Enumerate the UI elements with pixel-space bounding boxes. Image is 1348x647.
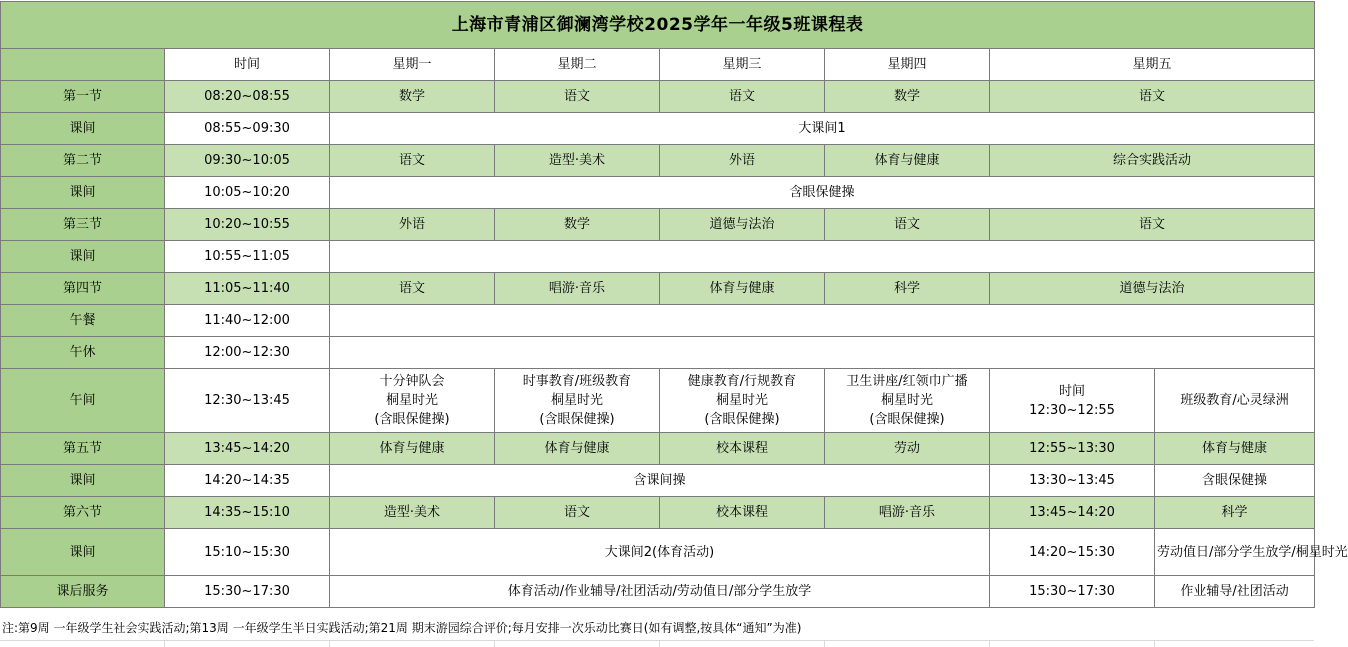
span-cell: 含课间操 bbox=[330, 465, 990, 497]
time-cell: 10:20~10:55 bbox=[165, 209, 330, 241]
gridline-divider bbox=[659, 640, 660, 647]
friday-time-cell: 13:45~14:20 bbox=[990, 497, 1155, 529]
tuesday-cell: 体育与健康 bbox=[495, 433, 660, 465]
wednesday-cell: 校本课程 bbox=[660, 497, 825, 529]
span-cell bbox=[330, 305, 1315, 337]
thursday-cell: 劳动 bbox=[825, 433, 990, 465]
cell-line: 桐星时光 bbox=[880, 393, 933, 408]
time-cell: 10:05~10:20 bbox=[165, 177, 330, 209]
cell-line: 时事教育/班级教育 bbox=[522, 374, 632, 389]
tuesday-cell: 造型·美术 bbox=[495, 145, 660, 177]
time-cell: 14:35~15:10 bbox=[165, 497, 330, 529]
gridline-divider bbox=[989, 640, 990, 647]
time-cell: 08:20~08:55 bbox=[165, 81, 330, 113]
time-cell: 13:45~14:20 bbox=[165, 433, 330, 465]
row-lunch bbox=[1, 305, 1315, 337]
time-cell: 12:00~12:30 bbox=[165, 337, 330, 369]
row-label: 第一节 bbox=[1, 81, 165, 113]
cell-line: (含眼保健操) bbox=[539, 412, 615, 427]
row-label: 午餐 bbox=[1, 305, 165, 337]
wednesday-cell: 外语 bbox=[660, 145, 825, 177]
row-label: 课间 bbox=[1, 241, 165, 273]
time-cell: 15:10~15:30 bbox=[165, 529, 330, 576]
cell-line: 健康教育/行规教育 bbox=[687, 374, 797, 389]
time-cell: 08:55~09:30 bbox=[165, 113, 330, 145]
wednesday-cell bbox=[660, 369, 825, 433]
sheet-title: 上海市青浦区御澜湾学校2025学年一年级5班课程表 bbox=[1, 2, 1315, 49]
row-noon bbox=[1, 369, 1315, 433]
friday-cell: 劳动值日/部分学生放学/桐星时光 bbox=[1155, 529, 1315, 576]
row-break-2 bbox=[1, 177, 1315, 209]
row-label: 午休 bbox=[1, 337, 165, 369]
time-cell: 10:55~11:05 bbox=[165, 241, 330, 273]
cell-line: 桐星时光 bbox=[385, 393, 438, 408]
cell-line: (含眼保健操) bbox=[869, 412, 945, 427]
cell-line: 12:30~12:55 bbox=[1029, 402, 1115, 418]
cell-line: (含眼保健操) bbox=[374, 412, 450, 427]
row-break-3 bbox=[1, 241, 1315, 273]
wednesday-cell: 体育与健康 bbox=[660, 273, 825, 305]
span-cell bbox=[330, 241, 1315, 273]
thursday-cell: 语文 bbox=[825, 209, 990, 241]
row-label: 课间 bbox=[1, 465, 165, 497]
friday-cell: 语文 bbox=[990, 209, 1315, 241]
row-period-2 bbox=[1, 145, 1315, 177]
monday-cell bbox=[330, 369, 495, 433]
header-friday: 星期五 bbox=[990, 49, 1315, 81]
timetable-grid bbox=[0, 1, 1348, 608]
friday-time-cell: 12:55~13:30 bbox=[990, 433, 1155, 465]
thursday-cell: 唱游·音乐 bbox=[825, 497, 990, 529]
header-blank-cell bbox=[1, 49, 165, 81]
gridline-divider bbox=[824, 640, 825, 647]
header-wednesday: 星期三 bbox=[660, 49, 825, 81]
friday-cell: 含眼保健操 bbox=[1155, 465, 1315, 497]
span-cell: 含眼保健操 bbox=[330, 177, 1315, 209]
row-after-school bbox=[1, 576, 1315, 608]
cell-line: 桐星时光 bbox=[550, 393, 603, 408]
time-cell: 15:30~17:30 bbox=[165, 576, 330, 608]
friday-cell: 综合实践活动 bbox=[990, 145, 1315, 177]
row-break-1 bbox=[1, 113, 1315, 145]
monday-cell: 语文 bbox=[330, 273, 495, 305]
cell-line: 卫生讲座/红领巾广播 bbox=[846, 374, 968, 389]
cell-line: 十分钟队会 bbox=[379, 374, 445, 389]
cell-line: 时间 bbox=[1058, 383, 1085, 399]
row-label: 第三节 bbox=[1, 209, 165, 241]
header-thursday: 星期四 bbox=[825, 49, 990, 81]
span-cell: 体育活动/作业辅导/社团活动/劳动值日/部分学生放学 bbox=[330, 576, 990, 608]
time-cell: 14:20~14:35 bbox=[165, 465, 330, 497]
cell-line: (含眼保健操) bbox=[704, 412, 780, 427]
gridline-divider bbox=[329, 640, 330, 647]
time-cell: 09:30~10:05 bbox=[165, 145, 330, 177]
row-label: 课间 bbox=[1, 113, 165, 145]
friday-cell: 作业辅导/社团活动 bbox=[1155, 576, 1315, 608]
header-tuesday: 星期二 bbox=[495, 49, 660, 81]
cell-line: 桐星时光 bbox=[715, 393, 768, 408]
monday-cell: 体育与健康 bbox=[330, 433, 495, 465]
thursday-cell bbox=[825, 369, 990, 433]
gridline-divider bbox=[164, 640, 165, 647]
thursday-cell: 数学 bbox=[825, 81, 990, 113]
tuesday-cell bbox=[495, 369, 660, 433]
friday-time-cell: 14:20~15:30 bbox=[990, 529, 1155, 576]
friday-cell: 道德与法治 bbox=[990, 273, 1315, 305]
time-cell: 11:05~11:40 bbox=[165, 273, 330, 305]
tuesday-cell: 语文 bbox=[495, 497, 660, 529]
header-monday: 星期一 bbox=[330, 49, 495, 81]
row-nap bbox=[1, 337, 1315, 369]
row-period-6 bbox=[1, 497, 1315, 529]
tuesday-cell: 数学 bbox=[495, 209, 660, 241]
span-cell: 大课间2(体育活动) bbox=[330, 529, 990, 576]
row-label: 课间 bbox=[1, 177, 165, 209]
row-label: 第六节 bbox=[1, 497, 165, 529]
footnote: 注:第9周 一年级学生社会实践活动;第13周 一年级学生半日实践活动;第21周 期末游园综合评价;每月安排一次乐动比赛日(如有调整,按具体“通知”为准) bbox=[2, 621, 802, 635]
friday-cell: 科学 bbox=[1155, 497, 1315, 529]
wednesday-cell: 校本课程 bbox=[660, 433, 825, 465]
friday-cell: 班级教育/心灵绿洲 bbox=[1155, 369, 1315, 433]
row-break-6 bbox=[1, 529, 1315, 576]
wednesday-cell: 道德与法治 bbox=[660, 209, 825, 241]
monday-cell: 造型·美术 bbox=[330, 497, 495, 529]
row-label: 第二节 bbox=[1, 145, 165, 177]
span-cell bbox=[330, 337, 1315, 369]
row-period-4 bbox=[1, 273, 1315, 305]
monday-cell: 语文 bbox=[330, 145, 495, 177]
friday-time-cell: 15:30~17:30 bbox=[990, 576, 1155, 608]
row-break-5 bbox=[1, 465, 1315, 497]
time-cell: 11:40~12:00 bbox=[165, 305, 330, 337]
header-time: 时间 bbox=[165, 49, 330, 81]
row-period-3 bbox=[1, 209, 1315, 241]
friday-time-cell: 13:30~13:45 bbox=[990, 465, 1155, 497]
monday-cell: 数学 bbox=[330, 81, 495, 113]
row-period-5 bbox=[1, 433, 1315, 465]
row-period-1 bbox=[1, 81, 1315, 113]
span-cell: 大课间1 bbox=[330, 113, 1315, 145]
row-label: 课间 bbox=[1, 529, 165, 576]
thursday-cell: 科学 bbox=[825, 273, 990, 305]
gridline-divider bbox=[1154, 640, 1155, 647]
thursday-cell: 体育与健康 bbox=[825, 145, 990, 177]
row-label: 第四节 bbox=[1, 273, 165, 305]
friday-cell: 语文 bbox=[990, 81, 1315, 113]
row-label: 午间 bbox=[1, 369, 165, 433]
time-cell: 12:30~13:45 bbox=[165, 369, 330, 433]
monday-cell: 外语 bbox=[330, 209, 495, 241]
friday-time-cell bbox=[990, 369, 1155, 433]
wednesday-cell: 语文 bbox=[660, 81, 825, 113]
gridline-divider bbox=[494, 640, 495, 647]
tuesday-cell: 语文 bbox=[495, 81, 660, 113]
row-label: 课后服务 bbox=[1, 576, 165, 608]
gridline-divider bbox=[0, 640, 1314, 641]
row-label: 第五节 bbox=[1, 433, 165, 465]
tuesday-cell: 唱游·音乐 bbox=[495, 273, 660, 305]
friday-cell: 体育与健康 bbox=[1155, 433, 1315, 465]
